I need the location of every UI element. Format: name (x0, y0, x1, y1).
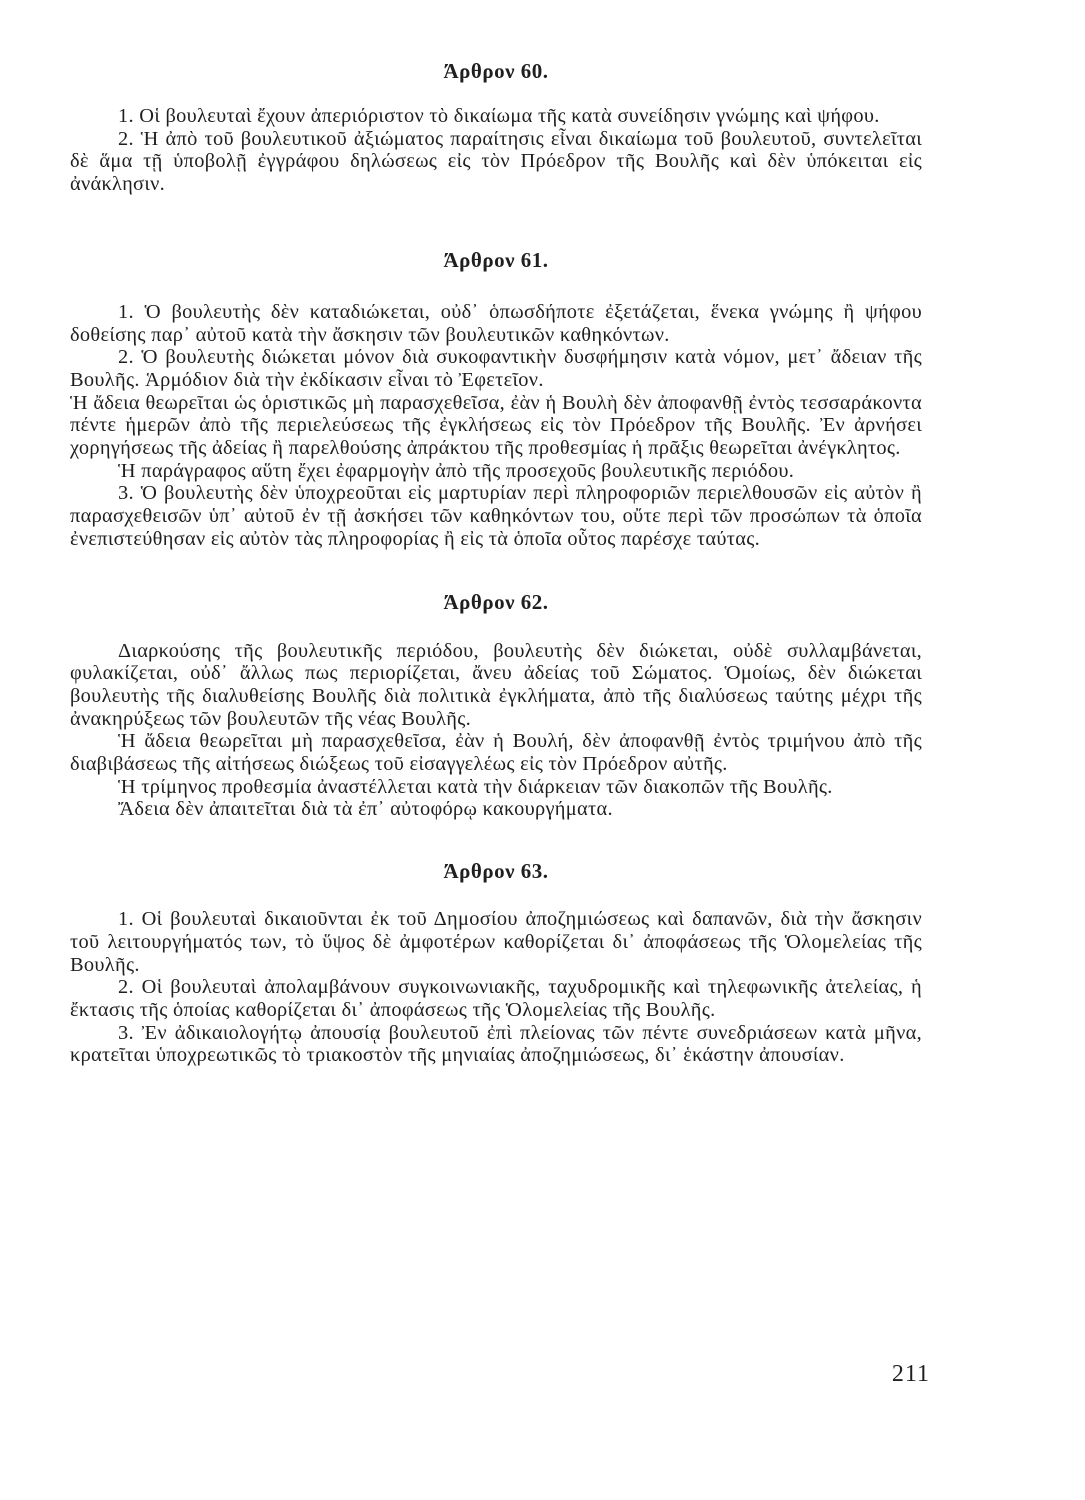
article-63-paragraph-2: 2. Οἱ βουλευταὶ ἀπολαμβάνουν συγκοινωνιακῆς, ταχυδρομικῆς καὶ τηλεφωνικῆς ἀτελείας, ἡ ἔκτασις τῆς ὁποίας καθορίζεται δι᾿ ἀποφάσεως τῆς Ὁλομελείας τῆς Βουλῆς. (70, 976, 922, 1021)
article-60 (70, 58, 922, 196)
article-61-paragraph-2-note: Ἡ παράγραφος αὕτη ἔχει ἐφαρμογὴν ἀπὸ τῆς προσεχοῦς βουλευτικῆς περιόδου. (118, 459, 795, 482)
article-62 (70, 589, 922, 822)
article-63 (70, 858, 922, 1067)
article-63-paragraph-3: 3. Ἐν ἀδικαιολογήτῳ ἀπουσίᾳ βουλευτοῦ ἐπὶ πλείονας τῶν πέντε συνεδριάσεων κατὰ μῆνα, κρατεῖται ὑποχρεωτικῶς τὸ τριακοστὸν τῆς μηνιαίας ἀποζημιώσεως, δι᾿ ἑκάστην ἀπουσίαν. (70, 1021, 922, 1067)
article-60-paragraph-2: 2. Ἡ ἀπὸ τοῦ βουλευτικοῦ ἀξιώματος παραίτησις εἶναι δικαίωμα τοῦ βουλευτοῦ, συντελεῖται δὲ ἅμα τῇ ὑποβολῇ ἐγγράφου δηλώσεως εἰς τὸν Πρόεδρον τῆς Βουλῆς καὶ δὲν ὑπόκειται εἰς ἀνάκλησιν. (70, 127, 922, 196)
article-63-paragraph-1: 1. Οἱ βουλευταὶ δικαιοῦνται ἐκ τοῦ Δημοσίου ἀποζημιώσεως καὶ δαπανῶν, διὰ τὴν ἄσκησιν τοῦ λειτουργήματός των, τὸ ὕψος δὲ ἀμφοτέρων καθορίζεται δι᾿ ἀποφάσεως τῆς Ὁλομελείας τῆς Βουλῆς. (70, 908, 922, 976)
article-62-heading: Άρθρον 62. (443, 589, 549, 614)
article-63-heading: Άρθρον 63. (443, 859, 549, 884)
page-number: 211 (891, 1361, 930, 1387)
article-61-paragraph-2: 2. Ὁ βουλευτὴς διώκεται μόνον διὰ συκοφαντικὴν δυσφήμησιν κατὰ νόμον, μετ᾿ ἄδειαν τῆς Βουλῆς. Ἁρμόδιον διὰ τὴν ἐκδίκασιν εἶναι τὸ Ἐφετεῖον. (70, 346, 922, 391)
article-61-paragraph-3: 3. Ὁ βουλευτὴς δὲν ὑποχρεοῦται εἰς μαρτυρίαν περὶ πληροφοριῶν περιελθουσῶν εἰς αὐτὸν ἢ παρασχεθεισῶν ὑπ᾿ αὐτοῦ ἐν τῇ ἀσκήσει τῶν καθηκόντων του, οὔτε περὶ τῶν προσώπων τὰ ὁποῖα ἐνεπιστεύθησαν εἰς αὐτὸν τὰς πληροφορίας ἢ εἰς τὰ ὁποῖα οὗτος παρέσχε ταύτας. (70, 482, 922, 550)
page-body (70, 58, 922, 1067)
article-60-paragraph-1: 1. Οἱ βουλευταὶ ἔχουν ἀπεριόριστον τὸ δικαίωμα τῆς κατὰ συνείδησιν γνώμης καὶ ψήφου. (118, 105, 880, 127)
article-62-paragraph-4: Ἄδεια δὲν ἀπαιτεῖται διὰ τὰ ἐπ᾿ αὐτοφόρῳ κακουργήματα. (118, 798, 613, 821)
article-62-paragraph-3: Ἡ τρίμηνος προθεσμία ἀναστέλλεται κατὰ τὴν διάρκειαν τῶν διακοπῶν τῆς Βουλῆς. (118, 775, 833, 798)
article-62-paragraph-1: Διαρκούσης τῆς βουλευτικῆς περιόδου, βουλευτὴς δὲν διώκεται, οὐδὲ συλλαμβάνεται, φυλακίζεται, οὐδ᾿ ἄλλως πως περιορίζεται, ἄνευ ἀδείας τοῦ Σώματος. Ὁμοίως, δὲν διώκεται βουλευτὴς τῆς διαλυθείσης Βουλῆς διὰ πολιτικὰ ἐγκλήματα, ἀπὸ τῆς διαλύσεως ταύτης μέχρι τῆς ἀνακηρύξεως τῶν βουλευτῶν τῆς νέας Βουλῆς. (70, 639, 922, 730)
article-62-paragraph-2: Ἡ ἄδεια θεωρεῖται μὴ παρασχεθεῖσα, ἐὰν ἡ Βουλή, δὲν ἀποφανθῇ ἐντὸς τριμήνου ἀπὸ τῆς διαβιβάσεως τῆς αἰτήσεως διώξεως τοῦ εἰσαγγελέως εἰς τὸν Πρόεδρον αὐτῆς. (70, 730, 922, 776)
article-61-heading: Άρθρον 61. (443, 247, 549, 272)
article-61 (70, 247, 922, 551)
article-61-paragraph-1: 1. Ὁ βουλευτὴς δὲν καταδιώκεται, οὐδ᾿ ὁπωσδήποτε ἐξετάζεται, ἕνεκα γνώμης ἢ ψήφου δοθείσης παρ᾿ αὐτοῦ κατὰ τὴν ἄσκησιν τῶν βουλευτικῶν καθηκόντων. (70, 300, 922, 346)
article-61-paragraph-2-continued: Ἡ ἄδεια θεωρεῖται ὡς ὁριστικῶς μὴ παρασχεθεῖσα, ἐὰν ἡ Βουλὴ δὲν ἀποφανθῇ ἐντὸς τεσσαράκοντα πέντε ἡμερῶν ἀπὸ τῆς περιελεύσεως τῆς ἐγκλήσεως εἰς τὸν Πρόεδρον τῆς Βουλῆς. Ἐν ἀρνήσει χορηγήσεως τῆς ἀδείας ἢ παρελθούσης ἀπράκτου τῆς προθεσμίας ἡ πρᾶξις θεωρεῖται ἀνέγκλητος. (70, 391, 922, 460)
article-60-heading: Άρθρον 60. (443, 59, 549, 83)
